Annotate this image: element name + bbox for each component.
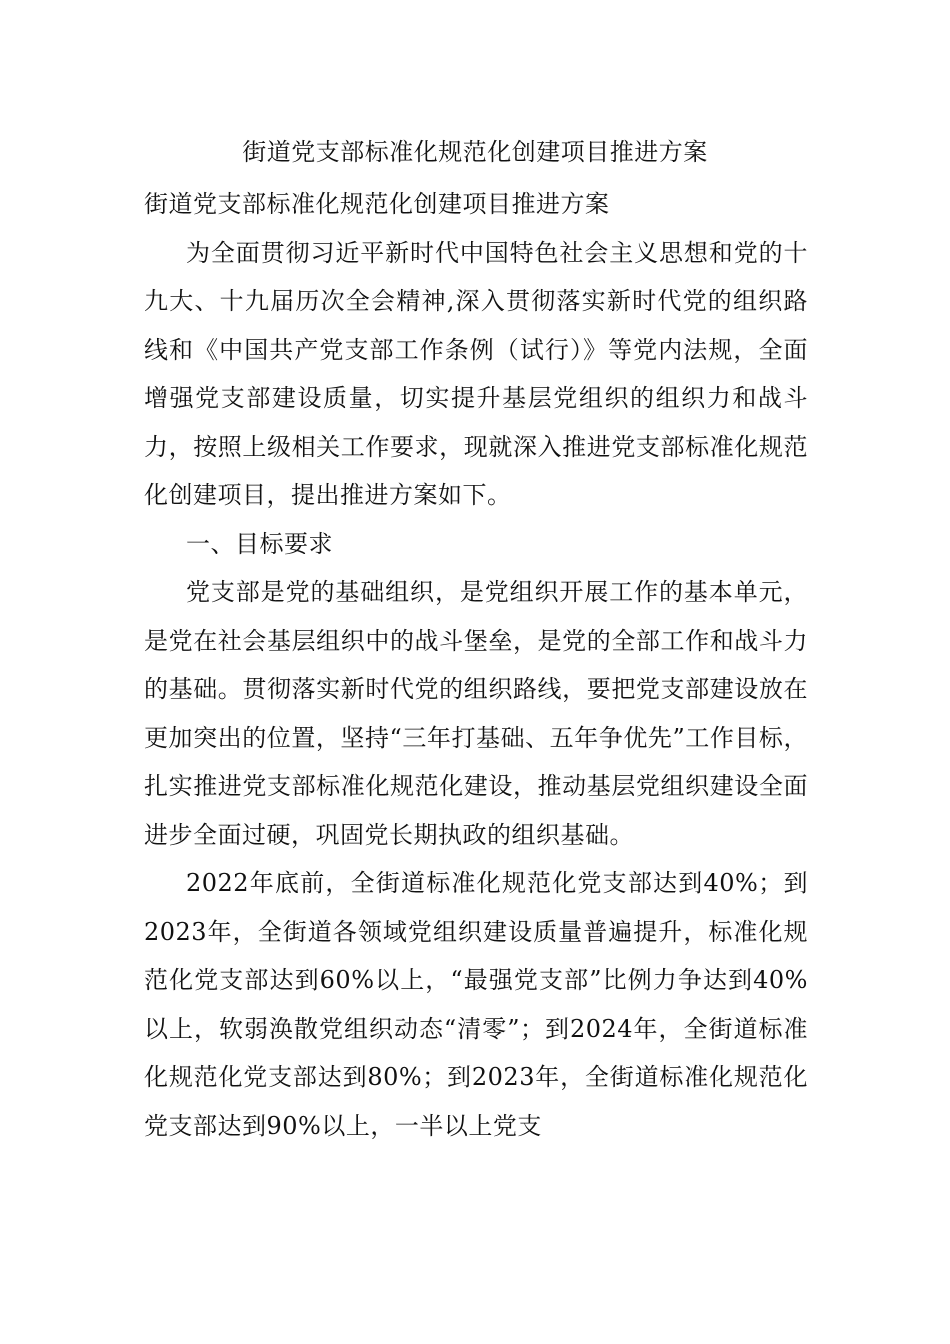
document-subtitle: 街道党支部标准化规范化创建项目推进方案 (144, 190, 610, 218)
document-body (144, 180, 808, 1150)
section-heading-goals: 一、目标要求 (186, 529, 333, 558)
paragraph-intro: 为全面贯彻习近平新时代中国特色社会主义思想和党的十九大、十九届历次全会精神,深入贯彻落实新时代党的组织路线和《中国共产党支部工作条例（试行）》等党内法规，全面增强党支部建设质量，切实提升基层党组织的组织力和战斗力，按照上级相关工作要求，现就深入推进党支部标准化规范化创建项目，提出推进方案如下。 (144, 238, 808, 509)
document-title: 街道党支部标准化规范化创建项目推进方案 (242, 138, 708, 166)
paragraph-targets: 2022年底前，全街道标准化规范化党支部达到40%；到2023年，全街道各领域党组织建设质量普遍提升，标准化规范化党支部达到60%以上，“最强党支部”比例力争达到40%以上，软弱涣散党组织动态“清零”；到2024年，全街道标准化规范化党支部达到80%；到2023年，全街道标准化规范化党支部达到90%以上，一半以上党支 (144, 869, 808, 1140)
paragraph-goals: 党支部是党的基础组织，是党组织开展工作的基本单元，是党在社会基层组织中的战斗堡垒，是党的全部工作和战斗力的基础。贯彻落实新时代党的组织路线，要把党支部建设放在更加突出的位置，坚持“三年打基础、五年争优先”工作目标，扎实推进党支部标准化规范化建设，推动基层党组织建设全面进步全面过硬，巩固党长期执政的组织基础。 (144, 578, 808, 849)
